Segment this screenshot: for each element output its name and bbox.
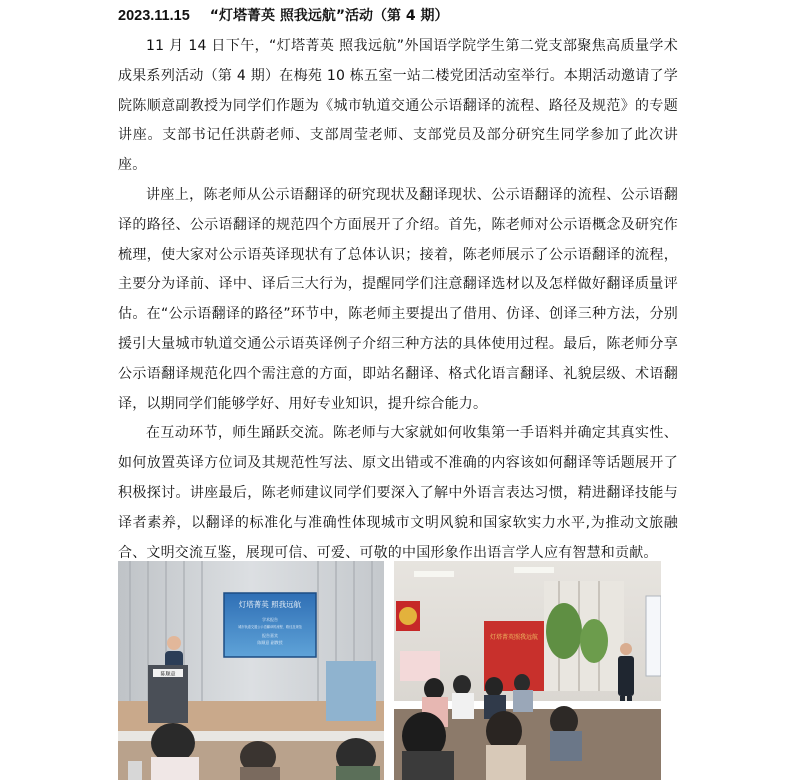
lecture-photo-image: [118, 561, 384, 780]
article-header: [118, 0, 678, 32]
seminar-photo-image: [394, 561, 661, 780]
article-title: “灯塔菁英 照我远航”活动（第 4 期）: [209, 8, 449, 24]
seminar-photo: [394, 561, 661, 780]
article-date: 2023.11.15: [118, 8, 190, 24]
podium-sign: 陈顺意: [160, 671, 176, 678]
banner-text: 灯塔菁英照我远航: [489, 634, 539, 641]
screen-title: 灯塔菁英 照我远航: [238, 600, 302, 609]
photo-row: [118, 561, 661, 780]
article: [118, 0, 678, 568]
paragraph-lecture: 讲座上，陈老师从公示语翻译的研究现状及翻译现状、公示语翻译的流程、公示语翻译的路径、公示语翻译的规范四个方面展开了介绍。首先，陈老师对公示语概念及研究作梳理，使大家对公示语英译现状有了总体认识；接着，陈老师展示了公示语翻译的流程，主要分为译前、译中、译后三大行为，提醒同学们注意翻译选材以及怎样做好翻译质量评估。在“公示语翻译的路径”环节中，陈老师主要提出了借用、仿译、创译三种方法，分别援引大量城市轨道交通公示语英译例子介绍三种方法的具体使用过程。最后，陈老师分享公示语翻译规范化四个需注意的方面，即站名翻译、格式化语言翻译、礼貌层级、术语翻译，以期同学们能够学好、用好专业知识，提升综合能力。: [118, 186, 678, 412]
screen-line-1: 学术报告: [262, 617, 278, 622]
paragraph-intro: 11 月 14 日下午，“灯塔菁英 照我远航”外国语学院学生第二党支部聚焦高质量学术成果系列活动（第 4 期）在梅苑 10 栋五室一站二楼党团活动室举行。本期活动邀请了学院陈顺意副教授为同学们作题为《城市轨道交通公示语翻译的流程、路径及规范》的专题讲座。支部书记任洪蔚老师、支部周莹老师、支部党员及部分研究生同学参加了此次讲座。: [118, 38, 678, 174]
paragraph-interaction: 在互动环节，师生踊跃交流。陈老师与大家就如何收集第一手语料并确定其真实性、如何放置英译方位词及其规范性写法、原文出错或不准确的内容该如何翻译等话题展开了积极探讨。讲座最后，陈老师建议同学们要深入了解中外语言表达习惯，精进翻译技能与译者素养，以翻译的标准化与准确性体现城市文明风貌和国家软实力水平,为推动文旅融合、文明交流互鉴，展现可信、可爱、可敬的中国形象作出语言学人应有智慧和贡献。: [118, 425, 678, 561]
lecture-photo: [118, 561, 384, 780]
screen-line-4: 陈顺意 副教授: [257, 640, 283, 645]
screen-line-2: 城市轨道交通公示语翻译的流程、路径及规范: [238, 625, 302, 629]
screen-line-3: 报告嘉宾: [262, 633, 278, 638]
